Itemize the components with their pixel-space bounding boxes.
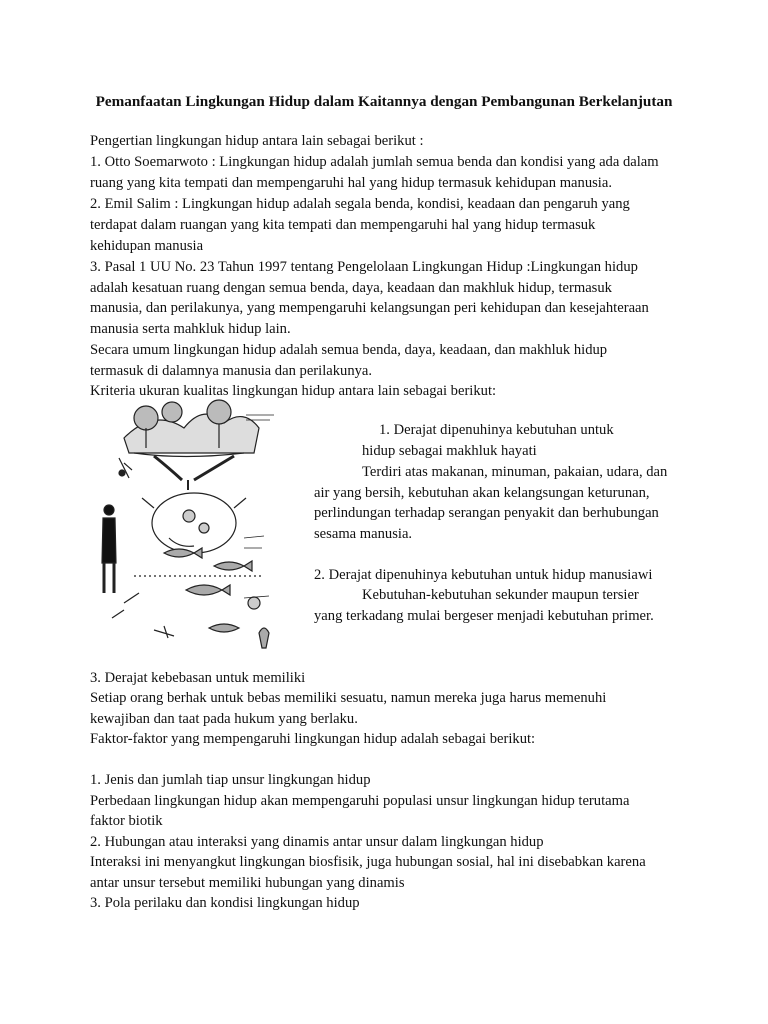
intro-line: ruang yang kita tempati dan mempengaruhi hal yang hidup termasuk kehidupan manusia. [90, 175, 612, 191]
lower-line: 3. Derajat kebebasan untuk memiliki [90, 670, 306, 686]
intro-line: termasuk di dalamnya manusia dan perilakunya. [90, 363, 373, 379]
criteria-line: 2. Derajat dipenuhinya kebutuhan untuk hidup manusiawi [314, 567, 653, 583]
lower-line: Perbedaan lingkungan hidup akan mempengaruhi populasi unsur lingkungan hidup terutama [90, 793, 630, 809]
intro-line: 1. Otto Soemarwoto : Lingkungan hidup adalah jumlah semua benda dan kondisi yang ada dalam [90, 154, 659, 170]
lower-line: Setiap orang berhak untuk bebas memiliki sesuatu, namun mereka juga harus memenuhi [90, 690, 607, 706]
lower-line: 3. Pola perilaku dan kondisi lingkungan hidup [90, 895, 360, 911]
intro-line: kehidupan manusia [90, 238, 204, 254]
criteria-line: 1. Derajat dipenuhinya kebutuhan untuk [379, 422, 614, 438]
lower-line: Interaksi ini menyangkut lingkungan biosfisik, juga hubungan sosial, hal ini disebabkan karena [90, 854, 646, 870]
criteria-line: air yang bersih, kebutuhan akan kelangsungan keturunan, [314, 485, 650, 501]
lower-line: antar unsur tersebut memiliki hubungan yang dinamis [90, 875, 405, 891]
criteria-line: sesama manusia. [314, 526, 413, 542]
criteria-line: hidup sebagai makhluk hayati [362, 443, 537, 459]
intro-line: 3. Pasal 1 UU No. 23 Tahun 1997 tentang Pengelolaan Lingkungan Hidup :Lingkungan hidup [90, 259, 638, 275]
criteria-line: perlindungan terhadap serangan penyakit dan berhubungan [314, 505, 659, 521]
intro-line: 2. Emil Salim : Lingkungan hidup adalah segala benda, kondisi, keadaan dan pengaruh yang [90, 196, 630, 212]
intro-line: adalah kesatuan ruang dengan semua benda, daya, keadaan dan makhluk hidup, termasuk [90, 280, 612, 296]
intro-line: manusia, dan perilakunya, yang mempengaruhi kelangsungan peri kehidupan dan kesejahteraan [90, 300, 649, 316]
lower-line: Faktor-faktor yang mempengaruhi lingkungan hidup adalah sebagai berikut: [90, 731, 536, 747]
lower-line: 1. Jenis dan jumlah tiap unsur lingkungan hidup [90, 772, 371, 788]
intro-line: Kriteria ukuran kualitas lingkungan hidup antara lain sebagai berikut: [90, 383, 497, 399]
intro-line: Pengertian lingkungan hidup antara lain sebagai berikut : [90, 133, 424, 149]
lower-line: kewajiban dan taat pada hukum yang berlaku. [90, 711, 358, 727]
criteria-line: yang terkadang mulai bergeser menjadi kebutuhan primer. [314, 608, 654, 624]
food-chain-illustration [94, 398, 294, 660]
lower-line: faktor biotik [90, 813, 163, 829]
criteria-line: Terdiri atas makanan, minuman, pakaian, udara, dan [362, 464, 668, 480]
intro-line: terdapat dalam ruangan yang kita tempati dan mempengaruhi hal yang hidup termasuk [90, 217, 596, 233]
intro-line: Secara umum lingkungan hidup adalah semua benda, daya, keadaan, dan makhluk hidup [90, 342, 608, 358]
intro-line: manusia serta mahkluk hidup lain. [90, 321, 291, 337]
document-title: Pemanfaatan Lingkungan Hidup dalam Kaitannya dengan Pembangunan Berkelanjutan [95, 93, 673, 110]
criteria-line: Kebutuhan-kebutuhan sekunder maupun tersier [362, 587, 639, 603]
lower-line: 2. Hubungan atau interaksi yang dinamis antar unsur dalam lingkungan hidup [90, 834, 544, 850]
